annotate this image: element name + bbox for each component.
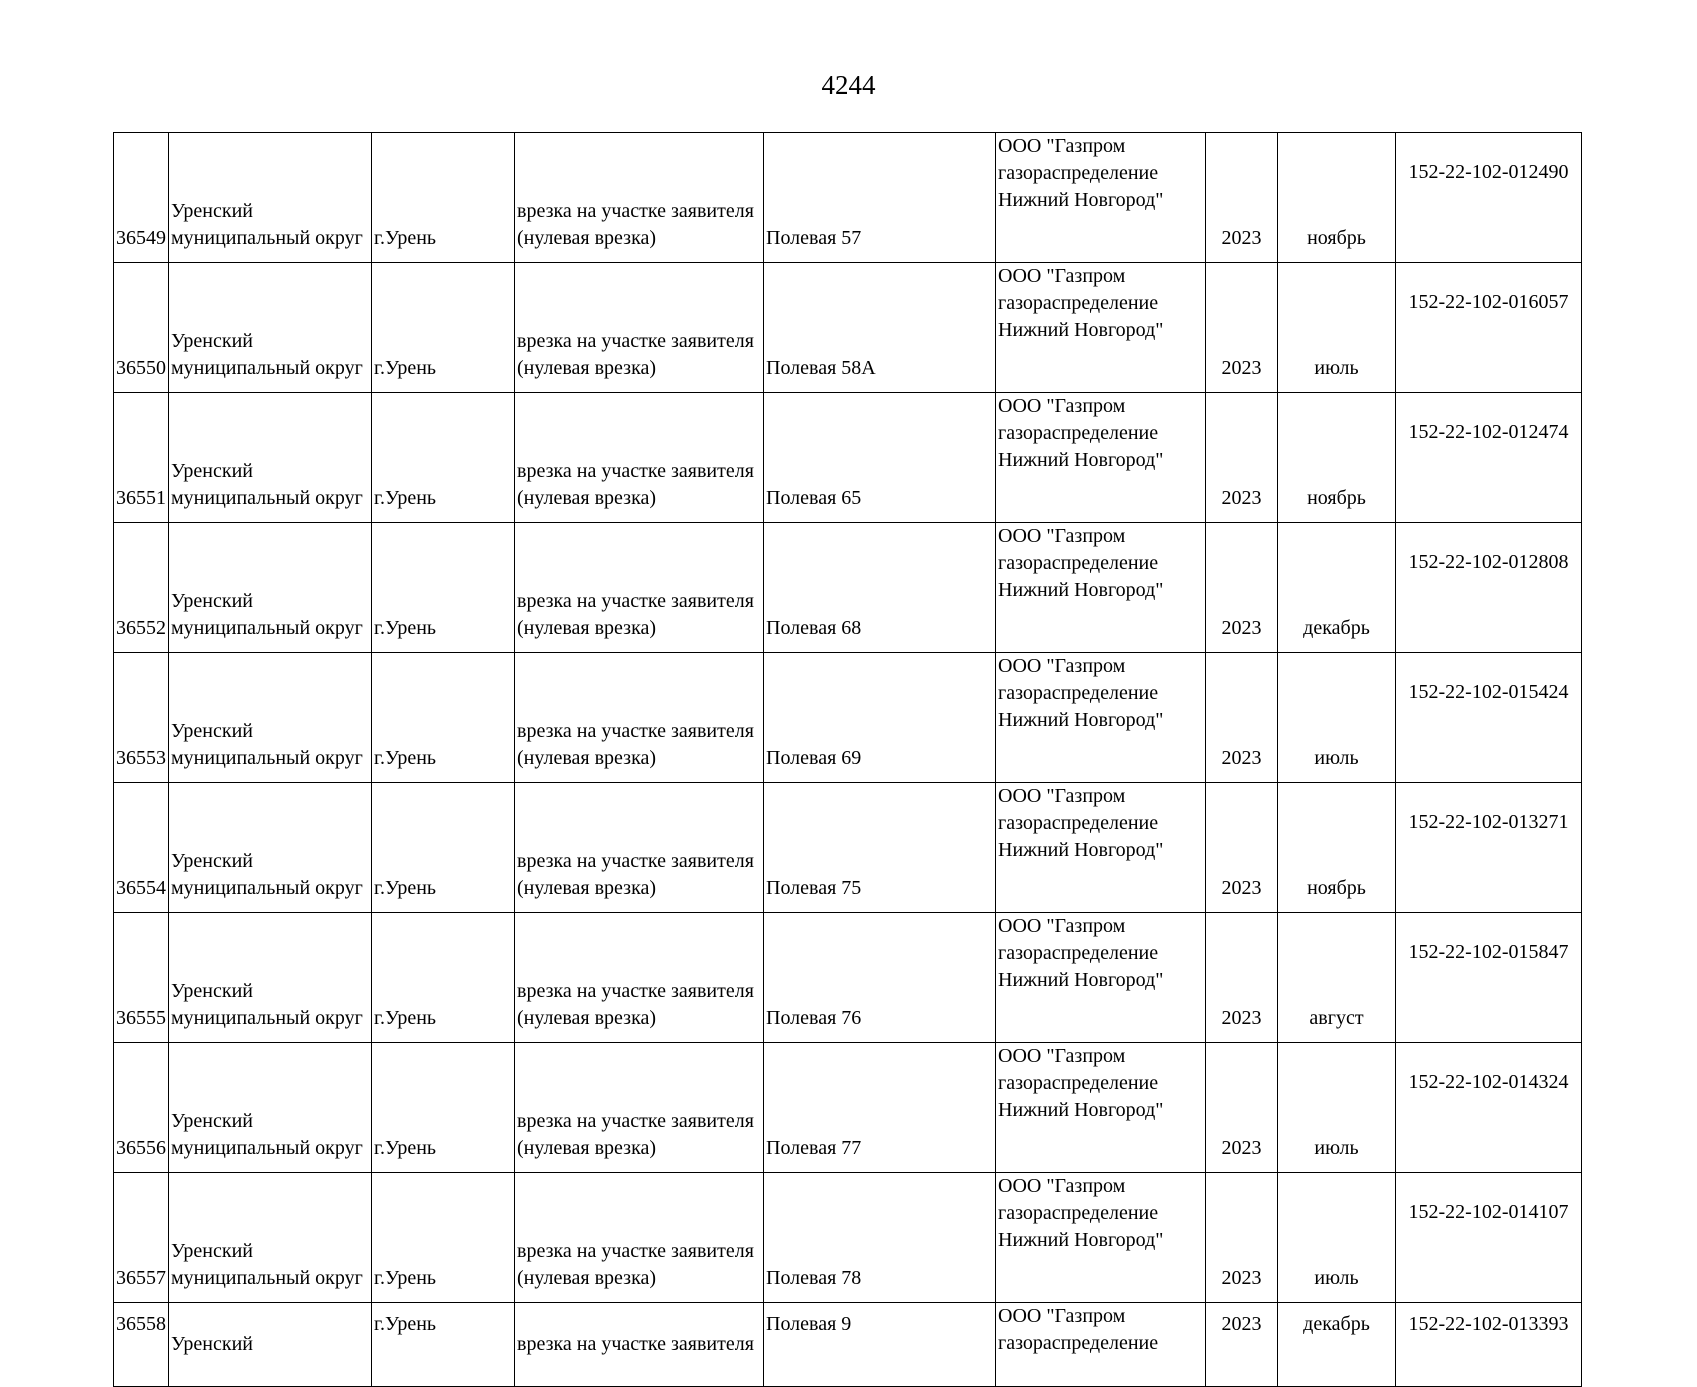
table-row [114,1043,1582,1173]
row-number-cell: 36556 [114,1043,169,1173]
district-line: Уренский [171,460,253,482]
application-code-cell: 152-22-102-015847 [1396,913,1582,1043]
address-cell: Полевая 65 [764,393,996,523]
district-line: Уренский [171,1333,253,1355]
organization-cell [996,263,1206,393]
table-row [114,393,1582,523]
district-line: муниципальный округ [171,617,363,639]
address-cell: Полевая 68 [764,523,996,653]
work-type-line: врезка на участке заявителя [517,330,754,352]
city-cell: г.Урень [372,523,515,653]
address-cell: Полевая 57 [764,133,996,263]
organization-cell [996,1173,1206,1303]
district-line: муниципальный округ [171,487,363,509]
district-cell [169,1303,372,1387]
table-row [114,133,1582,263]
application-code-cell: 152-22-102-016057 [1396,263,1582,393]
district-line: муниципальный округ [171,1137,363,1159]
address-cell: Полевая 9 [764,1303,996,1387]
city-cell: г.Урень [372,1173,515,1303]
address-cell: Полевая 78 [764,1173,996,1303]
district-line: Уренский [171,330,253,352]
organization-line: газораспределение [998,682,1159,704]
year-cell: 2023 [1206,1173,1278,1303]
month-cell: июль [1278,653,1396,783]
registry-table-body [114,133,1582,1387]
work-type-cell [515,1303,764,1387]
year-cell: 2023 [1206,1043,1278,1173]
application-code-cell: 152-22-102-014107 [1396,1173,1582,1303]
organization-line: газораспределение [998,812,1159,834]
district-line: Уренский [171,590,253,612]
organization-line: ООО "Газпром [998,1045,1126,1067]
work-type-cell [515,653,764,783]
row-number-cell: 36554 [114,783,169,913]
work-type-line: (нулевая врезка) [517,1267,657,1289]
organization-line: Нижний Новгород" [998,319,1164,341]
work-type-cell [515,783,764,913]
organization-line: Нижний Новгород" [998,709,1164,731]
organization-cell [996,913,1206,1043]
work-type-line: врезка на участке заявителя [517,590,754,612]
organization-line: газораспределение [998,162,1159,184]
row-number-cell: 36549 [114,133,169,263]
organization-line: Нижний Новгород" [998,969,1164,991]
district-line: Уренский [171,200,253,222]
city-cell: г.Урень [372,783,515,913]
address-cell: Полевая 69 [764,653,996,783]
work-type-cell [515,393,764,523]
row-number-cell: 36552 [114,523,169,653]
work-type-line: (нулевая врезка) [517,877,657,899]
organization-line: ООО "Газпром [998,525,1126,547]
organization-line: газораспределение [998,942,1159,964]
district-cell [169,393,372,523]
district-cell [169,523,372,653]
district-line: Уренский [171,850,253,872]
work-type-line: врезка на участке заявителя [517,460,754,482]
year-cell: 2023 [1206,783,1278,913]
work-type-line: врезка на участке заявителя [517,1333,754,1355]
district-line: муниципальный округ [171,227,363,249]
address-cell: Полевая 58А [764,263,996,393]
work-type-line: (нулевая врезка) [517,1007,657,1029]
table-row [114,523,1582,653]
organization-line: Нижний Новгород" [998,1099,1164,1121]
application-code-cell: 152-22-102-012808 [1396,523,1582,653]
city-cell: г.Урень [372,263,515,393]
month-cell: декабрь [1278,523,1396,653]
work-type-line: (нулевая врезка) [517,227,657,249]
organization-cell [996,133,1206,263]
organization-line: Нижний Новгород" [998,839,1164,861]
table-row [114,653,1582,783]
organization-cell [996,523,1206,653]
city-cell: г.Урень [372,1043,515,1173]
work-type-line: врезка на участке заявителя [517,1110,754,1132]
month-cell: декабрь [1278,1303,1396,1387]
organization-cell [996,783,1206,913]
work-type-cell [515,1173,764,1303]
organization-line: ООО "Газпром [998,655,1126,677]
row-number-cell: 36550 [114,263,169,393]
table-row [114,263,1582,393]
work-type-cell [515,263,764,393]
year-cell: 2023 [1206,653,1278,783]
registry-table [113,132,1582,1387]
district-line: муниципальный округ [171,1267,363,1289]
application-code-cell: 152-22-102-013393 [1396,1303,1582,1387]
organization-line: ООО "Газпром [998,265,1126,287]
row-number-cell: 36551 [114,393,169,523]
address-cell: Полевая 75 [764,783,996,913]
organization-line: ООО "Газпром [998,1175,1126,1197]
month-cell: ноябрь [1278,783,1396,913]
organization-line: ООО "Газпром [998,785,1126,807]
table-row [114,1303,1582,1387]
organization-line: газораспределение [998,552,1159,574]
city-cell: г.Урень [372,653,515,783]
month-cell: июль [1278,1043,1396,1173]
organization-line: газораспределение [998,1202,1159,1224]
district-line: Уренский [171,1240,253,1262]
organization-line: ООО "Газпром [998,915,1126,937]
work-type-line: врезка на участке заявителя [517,850,754,872]
organization-line: газораспределение [998,422,1159,444]
district-cell [169,653,372,783]
month-cell: ноябрь [1278,133,1396,263]
application-code-cell: 152-22-102-013271 [1396,783,1582,913]
row-number-cell: 36553 [114,653,169,783]
work-type-line: (нулевая врезка) [517,747,657,769]
organization-line: Нижний Новгород" [998,449,1164,471]
organization-line: газораспределение [998,1332,1159,1354]
application-code-cell: 152-22-102-012490 [1396,133,1582,263]
work-type-cell [515,913,764,1043]
organization-line: ООО "Газпром [998,135,1126,157]
work-type-line: врезка на участке заявителя [517,980,754,1002]
application-code-cell: 152-22-102-014324 [1396,1043,1582,1173]
district-cell [169,913,372,1043]
district-cell [169,1173,372,1303]
district-line: муниципальный округ [171,1007,363,1029]
year-cell: 2023 [1206,133,1278,263]
work-type-line: (нулевая врезка) [517,487,657,509]
month-cell: июль [1278,263,1396,393]
organization-cell [996,1043,1206,1173]
row-number-cell: 36557 [114,1173,169,1303]
organization-line: Нижний Новгород" [998,1229,1164,1251]
organization-cell [996,393,1206,523]
district-cell [169,263,372,393]
organization-line: ООО "Газпром [998,1305,1126,1327]
district-cell [169,133,372,263]
year-cell: 2023 [1206,263,1278,393]
organization-cell [996,1303,1206,1387]
work-type-line: (нулевая врезка) [517,1137,657,1159]
organization-line: ООО "Газпром [998,395,1126,417]
month-cell: ноябрь [1278,393,1396,523]
work-type-cell [515,1043,764,1173]
year-cell: 2023 [1206,913,1278,1043]
district-line: муниципальный округ [171,747,363,769]
city-cell: г.Урень [372,133,515,263]
year-cell: 2023 [1206,393,1278,523]
work-type-line: (нулевая врезка) [517,357,657,379]
district-cell [169,1043,372,1173]
page-number: 4244 [821,70,876,100]
row-number-cell: 36558 [114,1303,169,1387]
organization-line: Нижний Новгород" [998,579,1164,601]
table-row [114,1173,1582,1303]
city-cell: г.Урень [372,393,515,523]
work-type-line: врезка на участке заявителя [517,720,754,742]
district-line: муниципальный округ [171,877,363,899]
district-line: Уренский [171,980,253,1002]
month-cell: август [1278,913,1396,1043]
city-cell: г.Урень [372,1303,515,1387]
address-cell: Полевая 76 [764,913,996,1043]
table-row [114,913,1582,1043]
district-line: Уренский [171,1110,253,1132]
year-cell: 2023 [1206,523,1278,653]
district-line: Уренский [171,720,253,742]
work-type-cell [515,133,764,263]
application-code-cell: 152-22-102-012474 [1396,393,1582,523]
table-row [114,783,1582,913]
work-type-cell [515,523,764,653]
application-code-cell: 152-22-102-015424 [1396,653,1582,783]
organization-cell [996,653,1206,783]
month-cell: июль [1278,1173,1396,1303]
district-cell [169,783,372,913]
work-type-line: врезка на участке заявителя [517,200,754,222]
work-type-line: (нулевая врезка) [517,617,657,639]
address-cell: Полевая 77 [764,1043,996,1173]
row-number-cell: 36555 [114,913,169,1043]
city-cell: г.Урень [372,913,515,1043]
district-line: муниципальный округ [171,357,363,379]
organization-line: Нижний Новгород" [998,189,1164,211]
work-type-line: врезка на участке заявителя [517,1240,754,1262]
organization-line: газораспределение [998,292,1159,314]
year-cell: 2023 [1206,1303,1278,1387]
organization-line: газораспределение [998,1072,1159,1094]
